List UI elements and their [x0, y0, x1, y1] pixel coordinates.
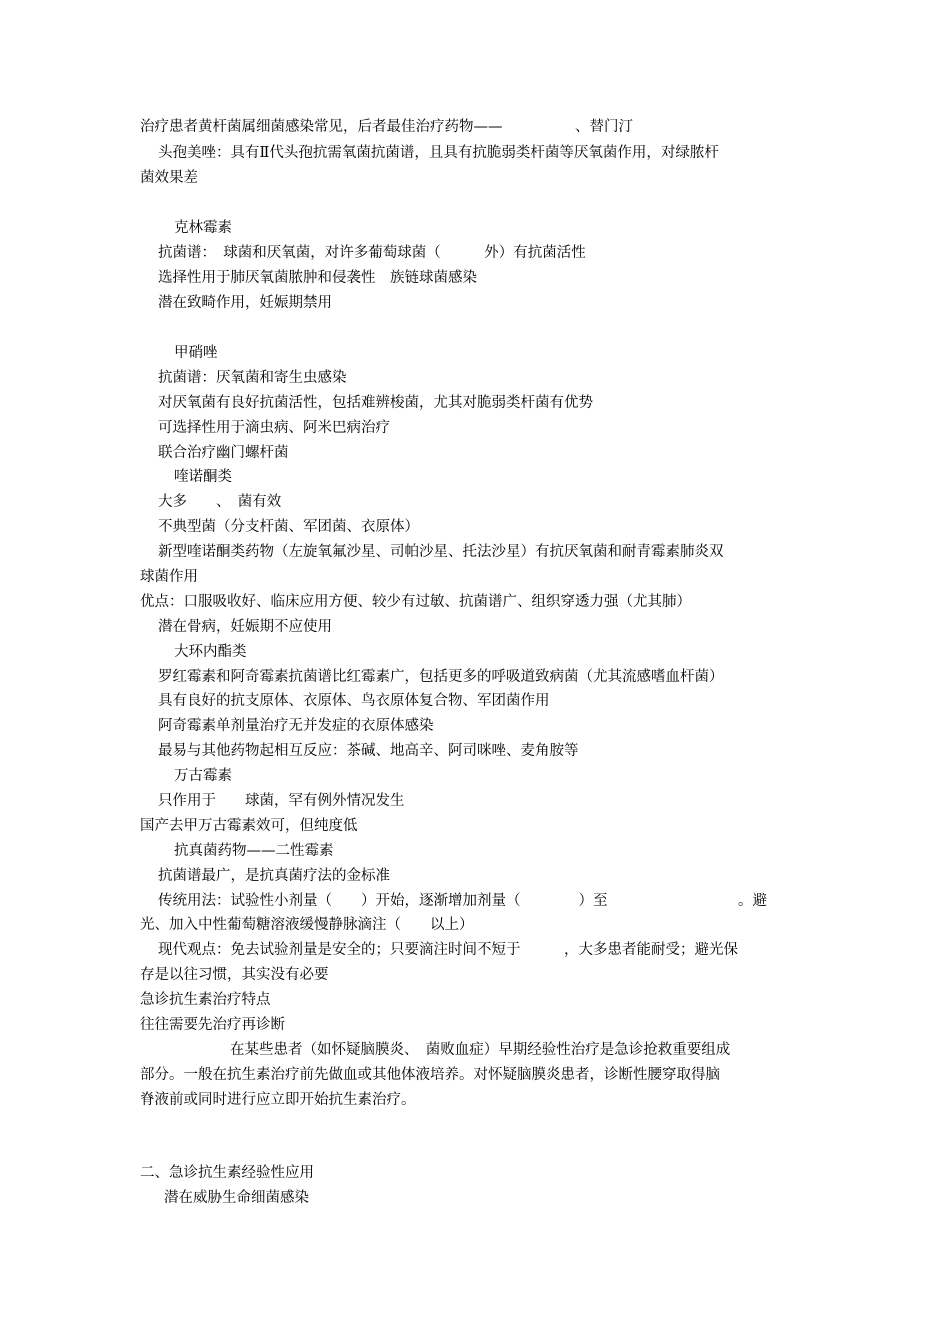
text-line: 可选择性用于滴虫病、阿米巴病治疗: [158, 420, 390, 436]
text-line: 潜在骨病，妊娠期不应使用: [158, 619, 332, 635]
section-heading: 甲硝唑: [174, 345, 218, 361]
text-line: 优点：口服吸收好、临床应用方便、较少有过敏、抗菌谱广、组织穿透力强（尤其肺）: [140, 594, 691, 610]
text-line: 脊液前或同时进行应立即开始抗生素治疗。: [140, 1092, 416, 1108]
text-line: 罗红霉素和阿奇霉素抗菌谱比红霉素广，包括更多的呼吸道致病菌（尤其流感嗜血杆菌）: [158, 669, 724, 685]
text-line: 对厌氧菌有良好抗菌活性，包括难辨梭菌，尤其对脆弱类杆菌有优势: [158, 395, 593, 411]
section-heading: 万古霉素: [174, 768, 232, 784]
text-line: 潜在致畸作用，妊娠期禁用: [158, 295, 332, 311]
text-line: 抗菌谱最广，是抗真菌疗法的金标准: [158, 868, 390, 884]
text-line: 抗菌谱：厌氧菌和寄生虫感染: [158, 370, 347, 386]
text-line: 治疗患者黄杆菌属细菌感染常见，后者最佳治疗药物—— 、替门汀: [140, 119, 633, 135]
text-line: 国产去甲万古霉素效可，但纯度低: [140, 818, 358, 834]
text-line: 传统用法：试验性小剂量（ ）开始，逐渐增加剂量（ ）至 。避: [158, 893, 767, 909]
text-line: 在某些患者（如怀疑脑膜炎、 菌败血症）早期经验性治疗是急诊抢救重要组成: [230, 1042, 731, 1058]
text-line: 存是以往习惯，其实没有必要: [140, 967, 329, 983]
text-line: 大多 、 菌有效: [158, 494, 282, 510]
text-line: 菌效果差: [140, 170, 198, 186]
text-line: 只作用于 球菌，罕有例外情况发生: [158, 793, 405, 809]
section-heading: 克林霉素: [174, 220, 232, 236]
text-line: 潜在威胁生命细菌感染: [164, 1190, 309, 1206]
text-line: 联合治疗幽门螺杆菌: [158, 445, 289, 461]
text-line: 光、加入中性葡萄糖溶液缓慢静脉滴注（ 以上）: [140, 917, 474, 933]
text-line: 往往需要先治疗再诊断: [140, 1017, 285, 1033]
text-line: 选择性用于肺厌氧菌脓肿和侵袭性 族链球菌感染: [158, 270, 477, 286]
section-heading: 抗真菌药物——二性霉素: [174, 843, 334, 859]
text-line: 部分。一般在抗生素治疗前先做血或其他体液培养。对怀疑脑膜炎患者，诊断性腰穿取得脑: [140, 1067, 720, 1083]
text-line: 不典型菌（分支杆菌、军团菌、衣原体）: [158, 519, 419, 535]
section-heading: 大环内酯类: [174, 644, 247, 660]
text-line: 最易与其他药物起相互反应：茶碱、地高辛、阿司咪唑、麦角胺等: [158, 743, 579, 759]
section-heading: 二、急诊抗生素经验性应用: [140, 1165, 314, 1181]
text-line: 球菌作用: [140, 569, 198, 585]
text-line: 阿奇霉素单剂量治疗无并发症的衣原体感染: [158, 718, 434, 734]
section-heading: 急诊抗生素治疗特点: [140, 992, 271, 1008]
text-line: 现代观点：免去试验剂量是安全的；只要滴注时间不短于 ，大多患者能耐受；避光保: [158, 942, 738, 958]
text-line: 具有良好的抗支原体、衣原体、鸟衣原体复合物、军团菌作用: [158, 693, 550, 709]
text-line: 头孢美唑：具有Ⅱ代头孢抗需氧菌抗菌谱，且具有抗脆弱类杆菌等厌氧菌作用，对绿脓杆: [158, 145, 719, 161]
section-heading: 喹诺酮类: [174, 469, 232, 485]
text-line: 新型喹诺酮类药物（左旋氧氟沙星、司帕沙星、托法沙星）有抗厌氧菌和耐青霉素肺炎双: [158, 544, 724, 560]
text-line: 抗菌谱： 球菌和厌氧菌，对许多葡萄球菌（ 外）有抗菌活性: [158, 245, 586, 261]
